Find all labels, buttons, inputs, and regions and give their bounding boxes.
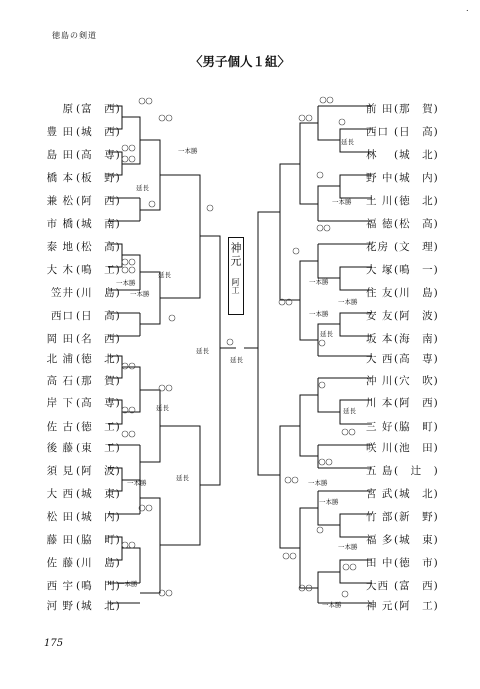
- player-team: (城 北): [394, 149, 439, 161]
- player-surname: 大 木: [46, 264, 74, 276]
- player-surname: 田 中: [366, 557, 394, 569]
- ippon-label: 一本勝: [118, 580, 138, 588]
- bracket-line: [200, 236, 220, 485]
- player-surname: 川 本: [366, 397, 394, 409]
- player-team: (城 北): [76, 600, 121, 612]
- player-team: (板 野): [76, 172, 121, 184]
- player-surname: 河 野: [46, 600, 74, 612]
- player-team: (川 島): [76, 287, 121, 299]
- player-team: (鳴 一): [394, 264, 439, 276]
- player-surname: 宮 武: [366, 488, 394, 500]
- result-mark: [169, 315, 175, 321]
- player-team: (鳴 工): [76, 264, 121, 276]
- player-team: (松 高): [76, 241, 121, 253]
- player-surname: 五 島: [366, 465, 394, 477]
- result-mark: [129, 363, 135, 369]
- player-team: (富 西): [394, 580, 439, 592]
- bracket-line: [300, 123, 318, 204]
- player-team: (富 西): [76, 103, 121, 115]
- player-team: (城 東): [394, 534, 439, 546]
- player-surname: 笠井: [51, 287, 74, 299]
- encho-label: 延長: [320, 330, 333, 338]
- result-mark: [122, 145, 128, 151]
- result-mark: [285, 477, 291, 483]
- result-mark: [317, 225, 323, 231]
- result-mark: [317, 172, 323, 178]
- result-mark: [146, 98, 152, 104]
- result-mark: [159, 385, 165, 391]
- bracket-line: [160, 175, 200, 298]
- player-team: (高 専): [394, 353, 439, 365]
- result-mark: [324, 225, 330, 231]
- result-mark: [299, 115, 305, 121]
- bracket-line: [300, 261, 318, 340]
- bracket-line: [318, 106, 340, 140]
- result-mark: [146, 505, 152, 511]
- player-surname: 西口: [51, 310, 74, 322]
- page-number: 175: [44, 638, 64, 649]
- bracket-line: [318, 378, 340, 412]
- result-mark: [319, 382, 325, 388]
- player-surname: 前 田: [366, 103, 394, 115]
- encho-label: 延長: [176, 474, 189, 482]
- player-surname: 佐 古: [46, 421, 74, 433]
- result-mark: [166, 115, 172, 121]
- result-mark: [129, 267, 135, 273]
- player-team: (城 内): [394, 172, 439, 184]
- player-surname: 三 好: [366, 421, 394, 433]
- result-mark: [122, 431, 128, 437]
- result-mark: [339, 119, 345, 125]
- encho-label: 延長: [230, 356, 243, 364]
- player-team: (城 西): [76, 126, 121, 138]
- champion-box: [228, 237, 244, 315]
- player-surname: 大 西: [46, 488, 74, 500]
- corner-mark: .: [466, 4, 469, 13]
- bracket-line: [300, 395, 318, 456]
- player-surname: 安 友: [366, 310, 394, 322]
- player-surname: 橋 本: [46, 172, 74, 184]
- page-title: 〈男子個人１組〉: [189, 54, 290, 69]
- player-team: (文 理): [394, 241, 439, 253]
- result-mark: [122, 259, 128, 265]
- result-mark: [166, 590, 172, 596]
- bracket-line: [140, 140, 160, 210]
- encho-label: 延長: [341, 138, 354, 146]
- player-team: ( 辻 ): [394, 465, 439, 477]
- result-mark: [129, 542, 135, 548]
- result-mark: [293, 248, 299, 254]
- result-mark: [129, 259, 135, 265]
- ippon-label: 一本勝: [332, 198, 352, 206]
- bracket-line: [258, 212, 280, 475]
- player-team: (池 田): [394, 442, 439, 454]
- result-mark: [292, 477, 298, 483]
- result-mark: [317, 527, 323, 533]
- player-team: (東 工): [76, 442, 121, 454]
- player-surname: 西 宇: [46, 580, 74, 592]
- player-surname: 大 塚: [366, 264, 394, 276]
- player-surname: 竹 部: [366, 511, 394, 523]
- ippon-label: 一本勝: [116, 279, 136, 287]
- ippon-label: 一本勝: [178, 147, 198, 155]
- encho-label: 延長: [343, 407, 356, 415]
- player-team: (阿 西): [76, 195, 121, 207]
- player-surname: 野 中: [366, 172, 394, 184]
- player-surname: 原: [62, 103, 74, 115]
- player-surname: 市 橋: [46, 218, 74, 230]
- player-surname: 花房: [366, 241, 389, 253]
- player-surname: 松 田: [46, 511, 74, 523]
- result-mark: [122, 542, 128, 548]
- encho-label: 延長: [196, 347, 209, 355]
- player-team: (那 賀): [394, 103, 439, 115]
- result-mark: [166, 385, 172, 391]
- player-surname: 北 浦: [46, 353, 74, 365]
- bracket-line: [160, 426, 200, 545]
- bracket-line: [122, 117, 140, 164]
- player-surname: 大西: [366, 580, 389, 592]
- player-team: (高 専): [76, 397, 121, 409]
- ippon-label: 一本勝: [127, 479, 147, 487]
- ippon-label: 一本勝: [308, 479, 328, 487]
- result-mark: [343, 564, 349, 570]
- result-mark: [326, 459, 332, 465]
- encho-label: 延長: [156, 404, 169, 412]
- player-team: (海 南): [394, 333, 439, 345]
- result-mark: [227, 339, 233, 345]
- result-mark: [149, 201, 155, 207]
- bracket-line: [122, 367, 140, 412]
- bracket-line: [318, 572, 340, 603]
- result-mark: [207, 205, 213, 211]
- result-mark: [122, 363, 128, 369]
- champion-name: 神元: [229, 242, 242, 268]
- player-surname: 佐 藤: [46, 557, 74, 569]
- player-surname: 坂 本: [366, 333, 394, 345]
- player-surname: 後 藤: [46, 442, 74, 454]
- ippon-label: 一本勝: [319, 498, 339, 506]
- result-mark: [129, 431, 135, 437]
- player-team: (脇 町): [76, 534, 121, 546]
- ippon-label: 一本勝: [309, 278, 329, 286]
- result-mark: [349, 429, 355, 435]
- player-team: (徳 北): [76, 353, 121, 365]
- result-mark: [290, 553, 296, 559]
- result-mark: [129, 145, 135, 151]
- bracket-line: [280, 164, 300, 300]
- player-team: (那 賀): [76, 375, 121, 387]
- player-team: (川 島): [76, 557, 121, 569]
- player-team: (城 南): [76, 218, 121, 230]
- player-team: (高 専): [76, 149, 121, 161]
- ippon-label: 一本勝: [130, 290, 150, 298]
- player-surname: 岸 下: [46, 397, 74, 409]
- player-surname: 高 石: [46, 375, 74, 387]
- player-team: (阿 波): [76, 465, 121, 477]
- player-surname: 福 徳: [366, 218, 394, 230]
- result-mark: [319, 340, 325, 346]
- player-team: (城 内): [76, 511, 121, 523]
- bracket-line: [318, 244, 340, 278]
- player-surname: 沖 川: [366, 375, 394, 387]
- result-mark: [283, 553, 289, 559]
- result-mark: [139, 98, 145, 104]
- player-team: (阿 西): [394, 397, 439, 409]
- result-mark: [320, 97, 326, 103]
- bracket-line: [140, 498, 160, 593]
- player-surname: 須 見: [46, 465, 74, 477]
- result-mark: [122, 156, 128, 162]
- player-surname: 咲 川: [366, 442, 394, 454]
- player-team: (新 野): [394, 511, 439, 523]
- player-surname: 住 友: [366, 287, 394, 299]
- bracket-line: [140, 272, 160, 324]
- bracket-line: [280, 426, 300, 548]
- player-surname: 藤 田: [46, 534, 74, 546]
- player-surname: 岡 田: [46, 333, 74, 345]
- encho-label: 延長: [136, 184, 149, 192]
- player-surname: 泰 地: [46, 241, 74, 253]
- player-surname: 土 川: [366, 195, 394, 207]
- player-team: (脇 町): [394, 421, 439, 433]
- player-team: (阿 工): [394, 600, 439, 612]
- player-team: (阿 波): [394, 310, 439, 322]
- player-surname: 島 田: [46, 149, 74, 161]
- player-surname: 福 多: [366, 534, 394, 546]
- ippon-label: 一本勝: [322, 601, 342, 609]
- encho-label: 延長: [158, 271, 171, 279]
- player-surname: 豊 田: [46, 126, 74, 138]
- player-team: (城 北): [394, 488, 439, 500]
- result-mark: [129, 156, 135, 162]
- result-mark: [122, 267, 128, 273]
- running-header: 徳島の剣道: [52, 31, 97, 40]
- player-surname: 西口: [366, 126, 389, 138]
- player-team: (城 東): [76, 488, 121, 500]
- player-surname: 兼 松: [46, 195, 74, 207]
- player-team: (日 高): [394, 126, 439, 138]
- player-team: (徳 工): [76, 421, 121, 433]
- player-surname: 神 元: [366, 600, 394, 612]
- player-team: (穴 吹): [394, 375, 439, 387]
- player-surname: 林: [366, 149, 378, 161]
- result-mark: [306, 115, 312, 121]
- champion-team: 阿工: [231, 278, 240, 294]
- result-mark: [342, 591, 348, 597]
- bracket-line: [300, 508, 318, 588]
- player-team: (川 島): [394, 287, 439, 299]
- bracket-line: [140, 390, 160, 462]
- player-surname: 大 西: [366, 353, 394, 365]
- bracket-line: [122, 548, 140, 583]
- player-team: (日 高): [76, 310, 121, 322]
- player-team: (鳴 門): [76, 580, 121, 592]
- player-team: (名 西): [76, 333, 121, 345]
- ippon-label: 一本勝: [338, 543, 358, 551]
- result-mark: [350, 564, 356, 570]
- ippon-label: 一本勝: [309, 310, 329, 318]
- player-team: (松 高): [394, 218, 439, 230]
- ippon-label: 一本勝: [338, 298, 358, 306]
- player-team: (徳 北): [394, 195, 439, 207]
- result-mark: [342, 429, 348, 435]
- result-mark: [327, 97, 333, 103]
- result-mark: [319, 459, 325, 465]
- player-team: (徳 市): [394, 557, 439, 569]
- result-mark: [159, 115, 165, 121]
